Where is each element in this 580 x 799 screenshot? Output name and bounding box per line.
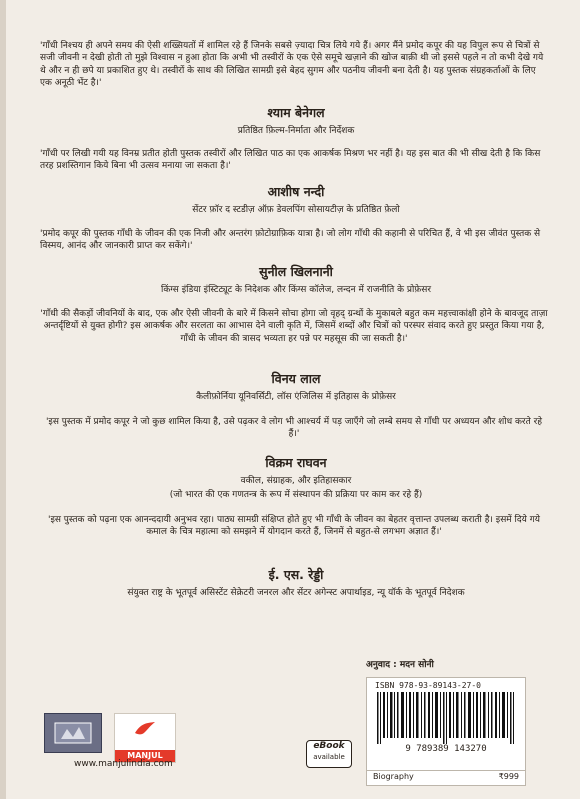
manjul-logo <box>114 713 176 763</box>
endorsement-quote-1: 'गाँधी निश्चय ही अपने समय की ऐसी शख्सियतों में शामिल रहे हैं जिनके सबसे ज़्यादा चित्र लिये गये हैं। अगर मैंने प्रमोद कपूर की यह विपुल रूप से चित्रों से सजी जीवनी न देखी होती तो मुझे विश्वास न हुआ होता कि अभी भी तस्वीरों के एक ऐसे समूचे खज़ाने की खोज बाक़ी थी जो इससे पहले न तो कभी देखे गये थे और न ही छपे या प्रकाशित हुए थे। तस्वीरों के साथ की लिखित सामग्री इसे बेहद सुगम और पठनीय जीवनी बना देती है। यह पुस्तक संग्रहकर्ताओं के लिए एक अनूठी भेंट है।' <box>40 41 544 89</box>
endorsement-name-4: विनय लाल <box>271 371 321 386</box>
price-row <box>366 770 526 786</box>
endorsement-role-2: सेंटर फ़ॉर द स्टडीज़ ऑफ़ डेवलपिंग सोसायटीज़ के प्रतिष्ठित फ़ेलो <box>192 205 400 215</box>
barcode-block <box>366 677 526 771</box>
endorsement-quote-4: 'गाँधी की सैकड़ों जीवनियों के बाद, एक और ऐसी जीवनी के बारे में किसने सोचा होगा जो वृहद् ग्रन्थों के मुकाबले बहुत कम महत्त्वाकांक्षी होने के बावजूद ताज़ा अन्तर्दृष्टियों से युक्त होगी? इस आकर्षक और सरलता का आभास देने वाली कृति में, जिसमें शब्दों और चित्रों को परस्पर संवाद करते हुए प्रस्तुत किया गया है, गाँधी के जीवन की त्रासद भव्यता हर पन्ने पर महसूस की जा सकती है।' <box>40 309 548 344</box>
endorsement-quote-6: 'इस पुस्तक को पढ़ना एक आनन्ददायी अनुभव रहा। पाठ्य सामग्री संक्षिप्त होते हुए भी गाँधी के जीवन का बेहतर वृत्तान्त उपलब्ध कराती है। इसमें दिये गये कमाल के चित्र महात्मा को समझने में योगदान करते हैं, जिनमें से बहुत-से लगभग अज्ञात हैं।' <box>47 515 541 538</box>
category-label: Biography <box>373 772 414 781</box>
price-label: ₹999 <box>498 772 519 781</box>
isbn-text: ISBN 978-93-89143-27-0 <box>375 681 481 690</box>
ebook-available: available <box>313 753 345 761</box>
translator-credit: अनुवाद : मदन सोनी <box>366 660 434 670</box>
publisher-url: www.manjulindia.com <box>74 759 173 769</box>
endorsement-quote-3: 'प्रमोद कपूर की पुस्तक गाँधी के जीवन की एक निजी और अन्तरंग फ़ोटोग्राफ़िक यात्रा है। जो लोग गाँधी की कहानी से परिचित हैं, वे भी इस जीवंत पुस्तक से विस्मय, आनंद और जानकारी प्राप्त कर सकेंगे।' <box>40 229 541 252</box>
barcode-icon <box>373 692 519 744</box>
endorsement-name-3: सुनील खिलनानी <box>259 264 333 279</box>
endorsement-role-5-note: (जो भारत की एक गणतन्त्र के रूप में संस्थापन की प्रक्रिया पर काम कर रहे हैं) <box>169 490 423 500</box>
endorsement-role-5: वकील, संग्राहक, और इतिहासकार <box>240 476 352 486</box>
endorsement-name-1: श्याम बेनेगल <box>267 105 325 120</box>
endorsement-name-6: ई. एस. रेड्डी <box>268 567 324 582</box>
ebook-badge <box>306 740 352 768</box>
endorsement-role-1: प्रतिष्ठित फ़िल्म-निर्माता और निर्देशक <box>237 126 355 136</box>
manjul-logo-text: MANJUL <box>115 750 175 762</box>
imprint-logo <box>44 713 102 753</box>
endorsement-name-5: विक्रम राघवन <box>265 455 327 470</box>
endorsement-quote-5: 'इस पुस्तक में प्रमोद कपूर ने जो कुछ शामिल किया है, उसे पढ़कर वे लोग भी आश्चर्य में पड़ जाएँगे जो लम्बे समय से गाँधी पर अध्ययन और शोध करते रहे हैं।' <box>45 417 543 440</box>
imprint-emblem-icon <box>53 721 93 745</box>
ebook-label: eBook <box>313 741 345 751</box>
endorsement-role-6: संयुक्त राष्ट्र के भूतपूर्व असिस्टेंट सेक्रेटरी जनरल और सेंटर अगेन्स्ट अपार्थाइड, न्यू यॉर्क के भूतपूर्व निदेशक <box>127 588 465 598</box>
endorsement-role-4: कैलीफ़ोर्निया यूनिवर्सिटी, लॉस एंजिलिस में इतिहास के प्रोफ़ेसर <box>196 392 396 402</box>
bird-icon <box>133 719 157 743</box>
endorsement-quote-2: 'गाँधी पर लिखी गयी यह विनम्र प्रतीत होती पुस्तक तस्वीरों और लिखित पाठ का एक आकर्षक मिश्रण भर नहीं है। यह इस बात की भी सीख देती है कि किस तरह प्रशस्तिगान किये बिना भी उत्सव मनाया जा सकता है।' <box>40 149 541 172</box>
endorsement-name-2: आशीष नन्दी <box>267 184 325 199</box>
barcode-digits: 9 789389 143270 <box>405 744 487 754</box>
endorsement-role-3: किंग्स इंडिया इंस्टिट्यूट के निदेशक और किंग्स कॉलेज, लन्दन में राजनीति के प्रोफ़ेसर <box>160 285 432 295</box>
